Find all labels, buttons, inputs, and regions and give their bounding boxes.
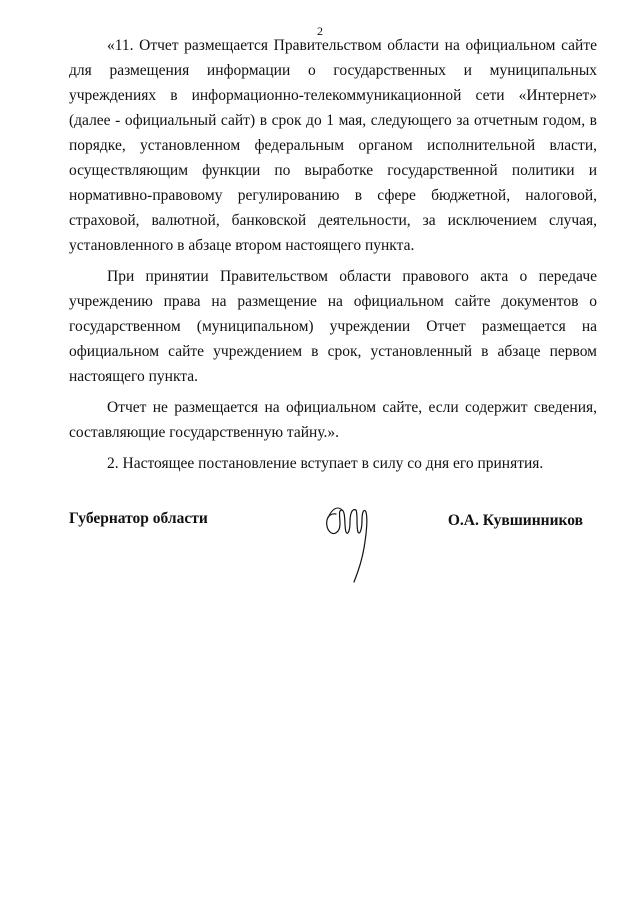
signatory-name: О.А. Кувшинников [447,512,583,529]
paragraph-item-11: «11. Отчет размещается Правительством области на официальном сайте для размещения информации о государственных и муниципальных учреждениях в информационно-телекоммуникационной сети «Интернет» (далее - официальный сайт) в срок до 1 мая, следующего за отчетным годом, в порядке, установленном федеральным органом исполнительной власти, осуществляющим функции по выработке государственной политики и нормативно-правовому регулированию в сфере бюджетной, налоговой, страховой, валютной, банковской деятельности, за исключением случая, установленного в абзаце втором настоящего пункта. [69,37,597,254]
paragraph-effective-date: 2. Настоящее постановление вступает в силу со дня его принятия. [107,455,544,472]
page-number: 2 [317,24,323,38]
paragraph-transfer-rights: При принятии Правительством области правового акта о передаче учреждению права на размещение на официальном сайте документов о государственном (муниципальном) учреждении Отчет размещается на официальном сайте учреждением в срок, установленный в абзаце первом настоящего пункта. [69,268,597,385]
signatory-position: Губернатор области [69,510,208,527]
document-body [69,33,597,482]
handwritten-signature [318,496,378,588]
paragraph-state-secret: Отчет не размещается на официальном сайте, если содержит сведения, составляющие государственную тайну.». [69,399,597,441]
